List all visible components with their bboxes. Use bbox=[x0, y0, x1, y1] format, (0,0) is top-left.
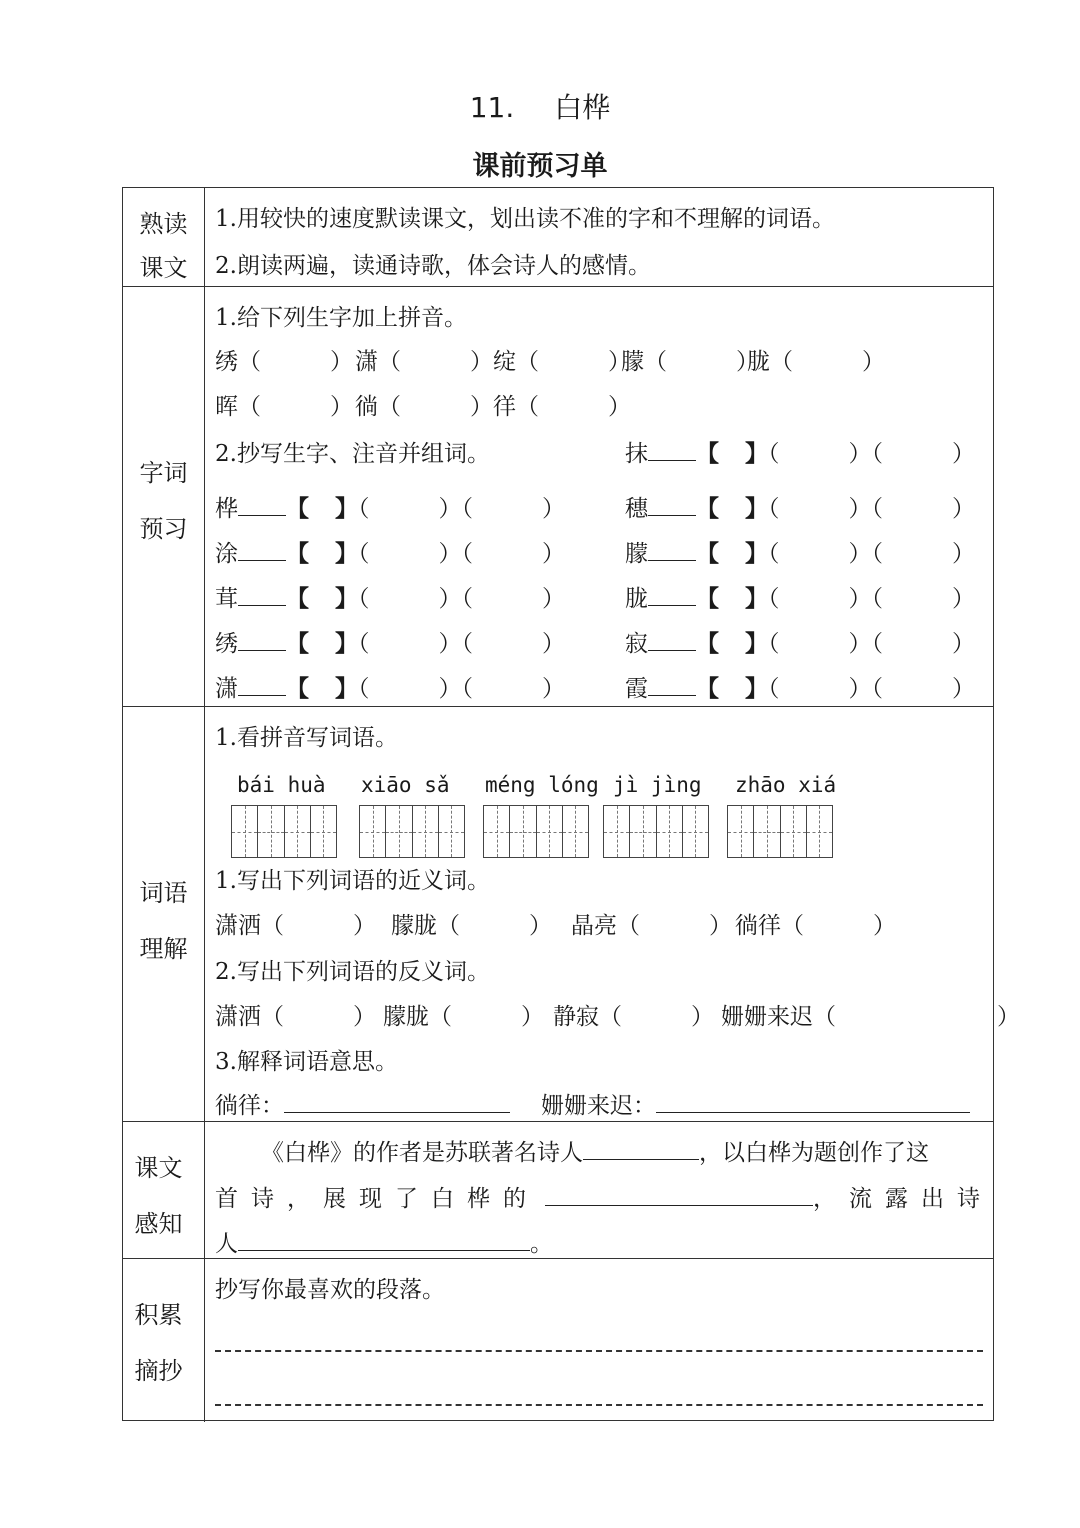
text-fragment: 。 bbox=[530, 1231, 553, 1257]
section-accumulate bbox=[123, 1258, 993, 1422]
word-blanks[interactable]: （ ）（ ） bbox=[358, 541, 565, 567]
copy-blank[interactable] bbox=[648, 628, 696, 651]
pinyin-blank[interactable]: 徉（ ） bbox=[493, 394, 631, 420]
pinyin-blank[interactable]: 晖（ ） bbox=[215, 394, 353, 420]
explain-blank[interactable] bbox=[656, 1090, 970, 1113]
pinyin-blank[interactable]: 徜（ ） bbox=[355, 394, 493, 420]
bracket-open: 【 bbox=[696, 630, 719, 657]
synonym-blank[interactable]: 徜徉（ ） bbox=[735, 913, 896, 939]
word-blanks[interactable]: （ ）（ ） bbox=[358, 496, 565, 522]
lesson-number: 11. bbox=[469, 91, 515, 124]
label-line-2: 摘抄 bbox=[134, 1357, 183, 1385]
excerpt-prompt: 抄写你最喜欢的段落。 bbox=[215, 1277, 445, 1303]
antonym-blank[interactable]: 潇洒（ ） bbox=[215, 1004, 376, 1030]
poet-feeling-blank[interactable] bbox=[238, 1228, 530, 1251]
pinyin-label: zhāo xiá bbox=[735, 773, 837, 797]
explain-entry[interactable] bbox=[215, 1087, 510, 1120]
copy-blank[interactable] bbox=[648, 583, 696, 606]
section-vocab-content bbox=[205, 707, 1020, 1121]
section-read-content bbox=[205, 188, 993, 286]
poet-name-blank[interactable] bbox=[583, 1137, 699, 1160]
copy-blank[interactable] bbox=[648, 673, 696, 696]
synonym-blank[interactable]: 晶亮（ ） bbox=[571, 913, 732, 939]
section-words-content bbox=[205, 287, 993, 706]
pinyin-blank[interactable]: 绣（ ） bbox=[215, 349, 353, 375]
copy-blank[interactable] bbox=[238, 628, 286, 651]
section-accumulate-content bbox=[205, 1259, 993, 1422]
lesson-name: 白桦 bbox=[554, 91, 611, 124]
label-line-2: 预习 bbox=[139, 515, 188, 543]
char: 潇 bbox=[215, 676, 238, 702]
antonym-blank[interactable]: 静寂（ ） bbox=[553, 1004, 714, 1030]
writing-grid[interactable] bbox=[727, 805, 833, 858]
pinyin-blank[interactable]: 潇（ ） bbox=[355, 349, 493, 375]
bracket-close: 】 bbox=[335, 675, 358, 702]
bracket-open: 【 bbox=[286, 540, 309, 567]
bracket-close: 】 bbox=[745, 630, 768, 657]
section-perception-label bbox=[123, 1122, 205, 1258]
bracket-close: 】 bbox=[745, 675, 768, 702]
text-fragment: ，以白桦为题创作了这 bbox=[699, 1140, 929, 1166]
explain-blank[interactable] bbox=[284, 1090, 510, 1113]
explain-task-title: 3.解释词语意思。 bbox=[215, 1049, 398, 1075]
char: 朦 bbox=[625, 541, 648, 567]
copy-entry-left[interactable] bbox=[215, 670, 565, 703]
label-line-2: 课文 bbox=[139, 254, 188, 282]
section-vocab bbox=[123, 706, 1020, 1121]
label-line-1: 熟读 bbox=[139, 210, 188, 238]
copy-entry-right[interactable] bbox=[625, 625, 975, 658]
word-blanks[interactable]: （ ）（ ） bbox=[358, 676, 565, 702]
char: 桦 bbox=[215, 496, 238, 522]
char: 霞 bbox=[625, 676, 648, 702]
bracket-close: 】 bbox=[335, 495, 358, 522]
antonym-blank[interactable]: 朦胧（ ） bbox=[383, 1004, 544, 1030]
writing-grid[interactable] bbox=[603, 805, 709, 858]
bracket-close: 】 bbox=[745, 440, 768, 467]
copy-blank[interactable] bbox=[238, 538, 286, 561]
antonym-task-title: 2.写出下列词语的反义词。 bbox=[215, 959, 490, 985]
pinyin-label: méng lóng bbox=[485, 773, 599, 797]
worksheet-subtitle: 课前预习单 bbox=[472, 151, 608, 182]
synonym-blank[interactable]: 潇洒（ ） bbox=[215, 913, 376, 939]
copy-blank[interactable] bbox=[238, 583, 286, 606]
synonym-blank[interactable]: 朦胧（ ） bbox=[391, 913, 552, 939]
bracket-open: 【 bbox=[286, 495, 309, 522]
char: 寂 bbox=[625, 631, 648, 657]
pinyin-label: bái huà bbox=[237, 773, 326, 797]
writing-grid[interactable] bbox=[483, 805, 589, 858]
copy-entry-left[interactable] bbox=[215, 490, 565, 523]
section-accumulate-label bbox=[123, 1259, 205, 1422]
label-line-2: 理解 bbox=[139, 935, 188, 963]
label-line-2: 感知 bbox=[134, 1210, 183, 1238]
writing-grid[interactable] bbox=[231, 805, 337, 858]
label-line-1: 词语 bbox=[139, 879, 188, 907]
read-instruction-2: 2.朗读两遍，读通诗歌，体会诗人的感情。 bbox=[215, 253, 651, 279]
writing-line[interactable] bbox=[215, 1350, 983, 1352]
section-vocab-label bbox=[123, 707, 205, 1121]
copy-entry-right[interactable] bbox=[625, 490, 975, 523]
bracket-open: 【 bbox=[696, 540, 719, 567]
word-blanks[interactable]: （ ）（ ） bbox=[768, 441, 975, 467]
section-perception-content bbox=[205, 1122, 993, 1258]
label-line-1: 积累 bbox=[134, 1301, 183, 1329]
birch-description-blank[interactable] bbox=[545, 1183, 813, 1206]
bracket-close: 】 bbox=[335, 585, 358, 612]
copy-entry-left[interactable] bbox=[215, 535, 565, 568]
text-fragment: 首诗，展现了白桦的 bbox=[215, 1186, 539, 1212]
bracket-close: 】 bbox=[745, 540, 768, 567]
perception-line-2 bbox=[215, 1180, 993, 1213]
antonym-blank[interactable]: 姗姗来迟（ ） bbox=[721, 1004, 1020, 1030]
copy-entry-right[interactable] bbox=[625, 670, 975, 703]
char: 抹 bbox=[625, 441, 648, 467]
bracket-open: 【 bbox=[286, 585, 309, 612]
copy-entry-left[interactable] bbox=[215, 625, 565, 658]
explain-entry[interactable] bbox=[541, 1087, 970, 1120]
bracket-open: 【 bbox=[286, 630, 309, 657]
explain-word: 徜徉： bbox=[215, 1093, 284, 1119]
copy-blank[interactable] bbox=[238, 493, 286, 516]
copy-task-title: 2.抄写生字、注音并组词。 bbox=[215, 441, 490, 467]
explain-word: 姗姗来迟： bbox=[541, 1093, 656, 1119]
label-line-1: 字词 bbox=[139, 459, 188, 487]
bracket-close: 】 bbox=[335, 540, 358, 567]
copy-blank[interactable] bbox=[648, 493, 696, 516]
char: 穗 bbox=[625, 496, 648, 522]
copy-entry-left[interactable] bbox=[215, 580, 565, 613]
word-blanks[interactable]: （ ）（ ） bbox=[768, 541, 975, 567]
writing-grid[interactable] bbox=[359, 805, 465, 858]
pinyin-blank[interactable]: 朦（ ） bbox=[621, 349, 759, 375]
lesson-title bbox=[0, 86, 1080, 126]
preview-worksheet-table bbox=[122, 187, 1020, 1421]
section-words-label bbox=[123, 287, 205, 706]
copy-blank[interactable] bbox=[238, 673, 286, 696]
pinyin-blank[interactable]: 绽（ ） bbox=[493, 349, 631, 375]
bracket-open: 【 bbox=[696, 495, 719, 522]
copy-blank[interactable] bbox=[648, 438, 696, 461]
word-blanks[interactable]: （ ）（ ） bbox=[768, 586, 975, 612]
writing-line[interactable] bbox=[215, 1404, 983, 1406]
bracket-close: 】 bbox=[745, 495, 768, 522]
word-blanks[interactable]: （ ）（ ） bbox=[358, 631, 565, 657]
pinyin-task-title: 1.给下列生字加上拼音。 bbox=[215, 305, 467, 331]
word-blanks[interactable]: （ ）（ ） bbox=[768, 631, 975, 657]
section-perception bbox=[123, 1121, 993, 1258]
copy-entry-right[interactable] bbox=[625, 535, 975, 568]
word-blanks[interactable]: （ ）（ ） bbox=[768, 676, 975, 702]
char: 胧 bbox=[625, 586, 648, 612]
text-fragment: ，流露出诗 bbox=[813, 1186, 993, 1212]
read-instruction-1: 1.用较快的速度默读课文，划出读不准的字和不理解的词语。 bbox=[215, 206, 835, 232]
section-words-preview bbox=[123, 286, 993, 706]
bracket-close: 】 bbox=[745, 585, 768, 612]
synonym-task-title: 1.写出下列词语的近义词。 bbox=[215, 868, 490, 894]
pinyin-write-title: 1.看拼音写词语。 bbox=[215, 725, 398, 751]
bracket-open: 【 bbox=[696, 585, 719, 612]
perception-line-1 bbox=[261, 1134, 929, 1167]
section-read bbox=[123, 188, 993, 286]
label-line-1: 课文 bbox=[134, 1154, 183, 1182]
char: 绣 bbox=[215, 631, 238, 657]
pinyin-label: jì jìng bbox=[613, 773, 702, 797]
pinyin-blank[interactable]: 胧（ ） bbox=[747, 349, 885, 375]
word-blanks[interactable]: （ ）（ ） bbox=[358, 586, 565, 612]
word-blanks[interactable]: （ ）（ ） bbox=[768, 496, 975, 522]
bracket-close: 】 bbox=[335, 630, 358, 657]
bracket-open: 【 bbox=[286, 675, 309, 702]
bracket-open: 【 bbox=[696, 675, 719, 702]
copy-blank[interactable] bbox=[648, 538, 696, 561]
section-read-label bbox=[123, 188, 205, 286]
copy-entry-right[interactable] bbox=[625, 435, 975, 468]
text-fragment: 《白桦》的作者是苏联著名诗人 bbox=[261, 1140, 583, 1166]
bracket-open: 【 bbox=[696, 440, 719, 467]
perception-line-3 bbox=[215, 1225, 553, 1258]
char: 涂 bbox=[215, 541, 238, 567]
text-fragment: 人 bbox=[215, 1231, 238, 1257]
pinyin-label: xiāo sǎ bbox=[361, 773, 450, 797]
char: 茸 bbox=[215, 586, 238, 612]
copy-entry-right[interactable] bbox=[625, 580, 975, 613]
